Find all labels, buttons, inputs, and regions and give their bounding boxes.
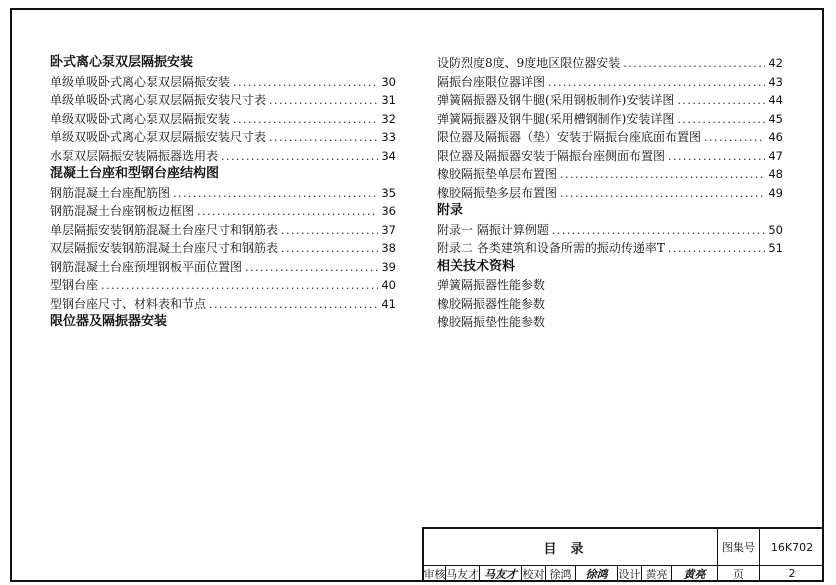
dot-leader <box>221 148 378 167</box>
toc-entry-page: 49 <box>768 185 783 200</box>
toc-entry[interactable] <box>50 147 396 166</box>
toc-entry[interactable] <box>50 184 396 203</box>
toc-entry-page: 30 <box>381 74 396 89</box>
dot-leader <box>552 222 766 241</box>
toc-entry-title: 单级单吸卧式离心泵双层隔振安装 <box>50 74 231 89</box>
dot-leader <box>668 240 766 259</box>
toc-entry[interactable] <box>437 110 783 129</box>
dot-leader <box>269 129 378 148</box>
reviewer-name: 马友才 <box>446 565 480 582</box>
designer-name: 黄亮 <box>642 565 672 582</box>
toc-entry-page: 36 <box>381 204 396 218</box>
section-heading: 限位器及隔振器安装 <box>50 314 168 329</box>
toc-entry-page: 31 <box>381 93 396 107</box>
atlas-number: 16K702 <box>770 540 814 554</box>
dot-leader <box>704 129 765 148</box>
toc-entry-page: 35 <box>381 185 396 200</box>
review-label: 审核 <box>424 565 446 582</box>
toc-entry-title: 钢筋混凝土台座钢板边框图 <box>50 204 195 218</box>
dot-leader <box>281 222 378 241</box>
title-block <box>422 527 824 582</box>
toc-entry-title: 附录一 隔振计算例题 <box>437 222 549 237</box>
dot-leader <box>623 55 765 74</box>
toc-entry-page: 48 <box>768 167 783 181</box>
checker-name: 徐鸿 <box>546 565 576 582</box>
toc-entry-page: 50 <box>768 222 783 237</box>
page-label: 页 <box>718 565 760 582</box>
toc-entry-title: 水泵双层隔振安装隔振器选用表 <box>50 148 219 163</box>
toc-entry-title: 弹簧隔振器及钢牛腿(采用钢板制作)安装详图 <box>437 93 675 107</box>
dot-leader <box>245 259 378 278</box>
dot-leader <box>668 148 765 167</box>
toc-entry-page: 44 <box>768 93 783 107</box>
section-heading: 卧式离心泵双层隔振安装 <box>50 55 194 70</box>
title-block-bottom-row <box>424 565 824 582</box>
dot-leader <box>233 111 378 130</box>
toc-entry-page: 32 <box>381 111 396 126</box>
toc-entry-page: 43 <box>768 74 783 89</box>
toc-entry-page: 42 <box>768 56 783 70</box>
toc-entry-title: 型钢台座尺寸、材料表和节点 <box>50 296 207 311</box>
dot-leader <box>269 92 378 111</box>
toc-entry-title: 单层隔振安装钢筋混凝土台座尺寸和钢筋表 <box>50 222 279 237</box>
toc-entry-title: 橡胶隔振垫单层布置图 <box>437 167 558 181</box>
toc-entry-page: 45 <box>768 111 783 126</box>
check-label: 校对 <box>522 565 546 582</box>
toc-entry[interactable] <box>437 54 783 73</box>
toc-entry[interactable] <box>50 221 396 240</box>
toc-entry-page: 46 <box>768 130 783 144</box>
toc-entry[interactable] <box>437 73 783 92</box>
toc-entry[interactable] <box>50 128 396 147</box>
toc-entry[interactable] <box>437 147 783 166</box>
toc-entry-page: 34 <box>381 148 396 163</box>
sheet-title: 目录 <box>424 529 718 565</box>
toc-entry-title: 单级单吸卧式离心泵双层隔振安装尺寸表 <box>50 93 267 107</box>
toc-entry-page: 39 <box>381 259 396 274</box>
toc-entry-page: 40 <box>381 278 396 292</box>
dot-leader <box>677 111 765 130</box>
toc-entry-title: 设防烈度8度、9度地区限位器安装 <box>437 56 621 70</box>
toc-entry-title: 单级双吸卧式离心泵双层隔振安装尺寸表 <box>50 130 267 144</box>
dot-leader <box>281 240 378 259</box>
toc-entry-title: 橡胶隔振垫多层布置图 <box>437 185 558 200</box>
toc-entry-page: 37 <box>381 222 396 237</box>
dot-leader <box>560 185 765 204</box>
dot-leader <box>197 203 378 222</box>
toc-entry[interactable] <box>50 258 396 277</box>
atlas-label: 图集号 <box>718 529 760 565</box>
dot-leader <box>560 166 765 185</box>
dot-leader <box>173 185 378 204</box>
toc-entry-page: 38 <box>381 241 396 255</box>
toc-entry[interactable] <box>437 239 783 258</box>
toc-entry-title: 钢筋混凝土台座配筋图 <box>50 185 171 200</box>
toc-entry[interactable] <box>50 202 396 221</box>
dot-leader <box>233 74 378 93</box>
toc-entry-page: 33 <box>381 130 396 144</box>
toc-entry[interactable] <box>50 276 396 295</box>
dot-leader <box>548 74 765 93</box>
toc-entry-page: 47 <box>768 148 783 163</box>
checker-signature: 徐鸿 <box>576 565 618 582</box>
toc-entry-page: 41 <box>381 296 396 311</box>
toc-entry-page: 51 <box>768 241 783 255</box>
designer-signature: 黄亮 <box>672 565 718 582</box>
reviewer-signature: 马友才 <box>480 565 522 582</box>
reference-item: 橡胶隔振垫性能参数 <box>437 315 546 329</box>
toc-left-column <box>50 54 396 332</box>
toc-entry-title: 限位器及隔振器（垫）安装于隔振台座底面布置图 <box>437 130 702 144</box>
toc-entry-title: 单级双吸卧式离心泵双层隔振安装 <box>50 111 231 126</box>
toc-entry-title: 隔振台座限位器详图 <box>437 74 546 89</box>
design-label: 设计 <box>618 565 642 582</box>
toc-entry[interactable] <box>437 128 783 147</box>
toc-entry[interactable] <box>50 239 396 258</box>
dot-leader <box>209 296 378 315</box>
toc-entry-title: 附录二 各类建筑和设备所需的振动传递率T <box>437 241 665 255</box>
section-heading: 混凝土台座和型钢台座结构图 <box>50 166 220 181</box>
toc-entry[interactable] <box>50 73 396 92</box>
reference-item: 弹簧隔振器性能参数 <box>437 278 546 292</box>
toc-right-column <box>437 54 783 332</box>
toc-entry[interactable] <box>437 91 783 110</box>
reference-item: 橡胶隔振器性能参数 <box>437 296 546 311</box>
toc-entry-title: 弹簧隔振器及钢牛腿(采用槽钢制作)安装详图 <box>437 111 675 126</box>
title-block-top-row <box>424 529 824 566</box>
toc-entry[interactable] <box>50 295 396 314</box>
dot-leader <box>677 92 765 111</box>
toc-entry[interactable] <box>50 91 396 110</box>
toc-entry-title: 型钢台座 <box>50 278 99 292</box>
toc-entry[interactable] <box>50 110 396 129</box>
toc-entry[interactable] <box>437 165 783 184</box>
toc-entry-title: 钢筋混凝土台座预埋钢板平面位置图 <box>50 259 243 274</box>
toc-entry[interactable] <box>437 184 783 203</box>
toc-entry-title: 限位器及隔振器安装于隔振台座侧面布置图 <box>437 148 666 163</box>
page-number: 2 <box>788 567 796 580</box>
section-heading: 相关技术资料 <box>437 258 516 274</box>
section-heading: 附录 <box>437 203 464 218</box>
dot-leader <box>101 277 378 296</box>
toc-entry[interactable] <box>437 221 783 240</box>
toc-entry-title: 双层隔振安装钢筋混凝土台座尺寸和钢筋表 <box>50 241 279 255</box>
